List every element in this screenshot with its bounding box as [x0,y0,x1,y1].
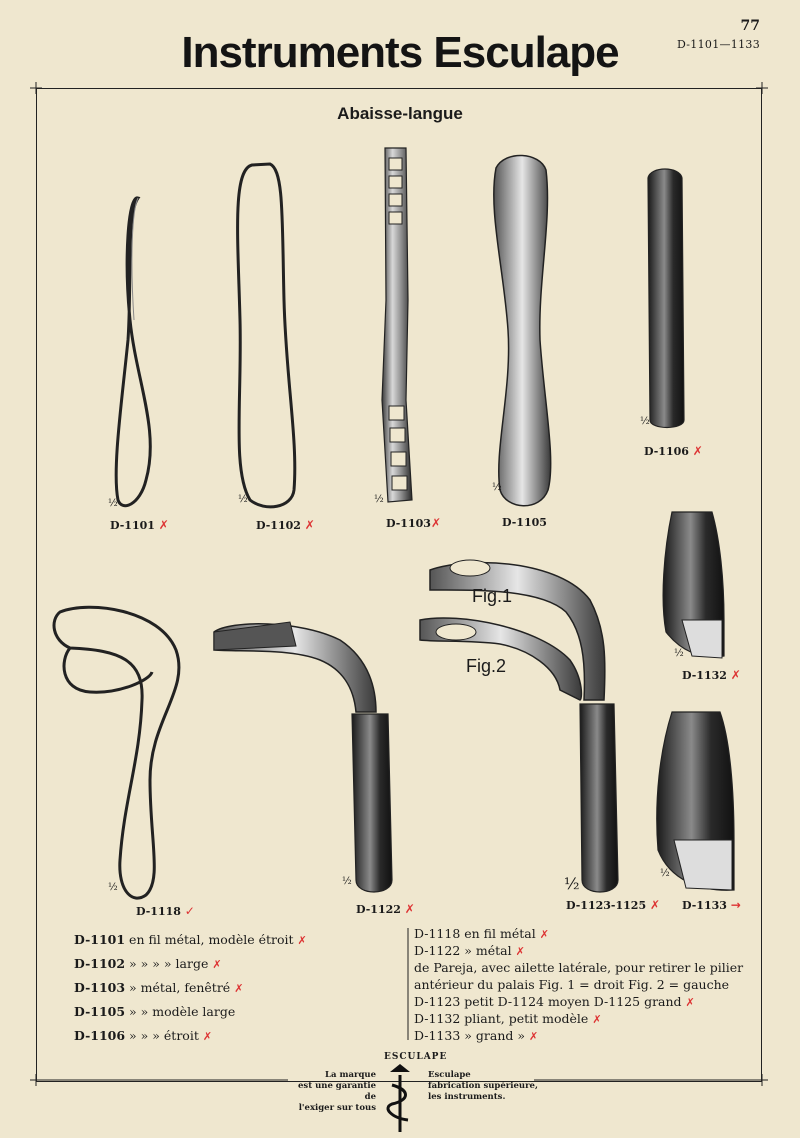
instrument-d1106 [648,169,684,428]
description-row: de Pareja, avec ailette latérale, pour retirer le pilier [414,960,744,975]
figure-label-d1118: D-1118 ✓ [136,904,195,918]
page-title: Instruments Esculape [181,28,619,77]
instrument-d1122 [214,622,392,892]
page-range: D-1101—1133 [676,38,760,51]
description-row: antérieur du palais Fig. 1 = droit Fig. 2 = gauche [414,977,730,992]
instrument-d1105 [494,155,551,505]
figure-label-d1105: D-1105 [502,516,547,529]
logo-text: ESCULAPE [384,1052,448,1062]
figure-label-d1103: D-1103✗ [386,516,441,530]
scale-mark: ½ [108,882,118,893]
instrument-d1101 [116,198,150,506]
description-row: D-1101 en fil métal, modèle étroit ✗ [74,932,307,947]
figure-label-d1132: D-1132 ✗ [682,668,741,682]
figure-caption-fig1: Fig.1 [472,586,513,606]
section-title: Abaisse-langue [337,104,463,123]
footer-line: Esculape [428,1070,471,1080]
instrument-d1132 [663,512,724,658]
figure-label-d1102: D-1102 ✗ [256,518,315,532]
scale-mark: ½ [564,874,580,893]
scale-mark: ½ [640,416,650,427]
scale-mark: ½ [342,876,352,887]
instrument-d1102 [238,164,295,507]
description-row: D-1103 » métal, fenêtré ✗ [74,980,244,995]
scale-mark: ½ [374,494,384,505]
description-row: D-1132 pliant, petit modèle ✗ [414,1011,602,1026]
description-row: D-1105 » » modèle large [74,1004,236,1019]
figure-label-d1101: D-1101 ✗ [110,518,169,532]
instrument-d1123-1125 [420,560,618,892]
footer-line: les instruments. [428,1092,506,1102]
footer-right-text [428,1070,538,1103]
description-list-left [74,932,307,1052]
description-row: D-1133 » grand » ✗ [414,1028,539,1043]
figure-label-d1122: D-1122 ✗ [356,902,415,916]
scale-mark: ½ [492,482,502,493]
description-row: D-1106 » » » étroit ✗ [74,1028,213,1043]
description-row: D-1122 » métal ✗ [414,943,525,958]
figure-label-d1133: D-1133 → [682,898,741,912]
figure-caption-fig2: Fig.2 [466,656,507,676]
footer-line: l'exiger sur tous [298,1103,376,1113]
scale-mark: ½ [108,498,118,509]
footer-line: La marque [325,1070,376,1080]
footer-left-text [286,1070,376,1114]
scale-mark: ½ [674,648,684,659]
figure-label-d1123-1125: D-1123-1125 ✗ [566,898,661,912]
scale-mark: ½ [238,494,248,505]
esculape-logo-icon [388,1064,410,1132]
footer-line: est une garantie de [298,1081,376,1102]
description-row: D-1123 petit D-1124 moyen D-1125 grand ✗ [414,994,695,1009]
figure-label-d1106: D-1106 ✗ [644,444,703,458]
description-list-right [414,926,743,1045]
instrument-d1133 [657,712,734,890]
description-row: D-1102 » » » » large ✗ [74,956,222,971]
instrument-d1118 [54,607,179,898]
instrument-d1103 [382,148,412,502]
footer-line: fabrication supérieure, [428,1081,538,1091]
description-row: D-1118 en fil métal ✗ [414,926,549,941]
page-number: 77 [740,18,760,34]
scale-mark: ½ [660,868,670,879]
